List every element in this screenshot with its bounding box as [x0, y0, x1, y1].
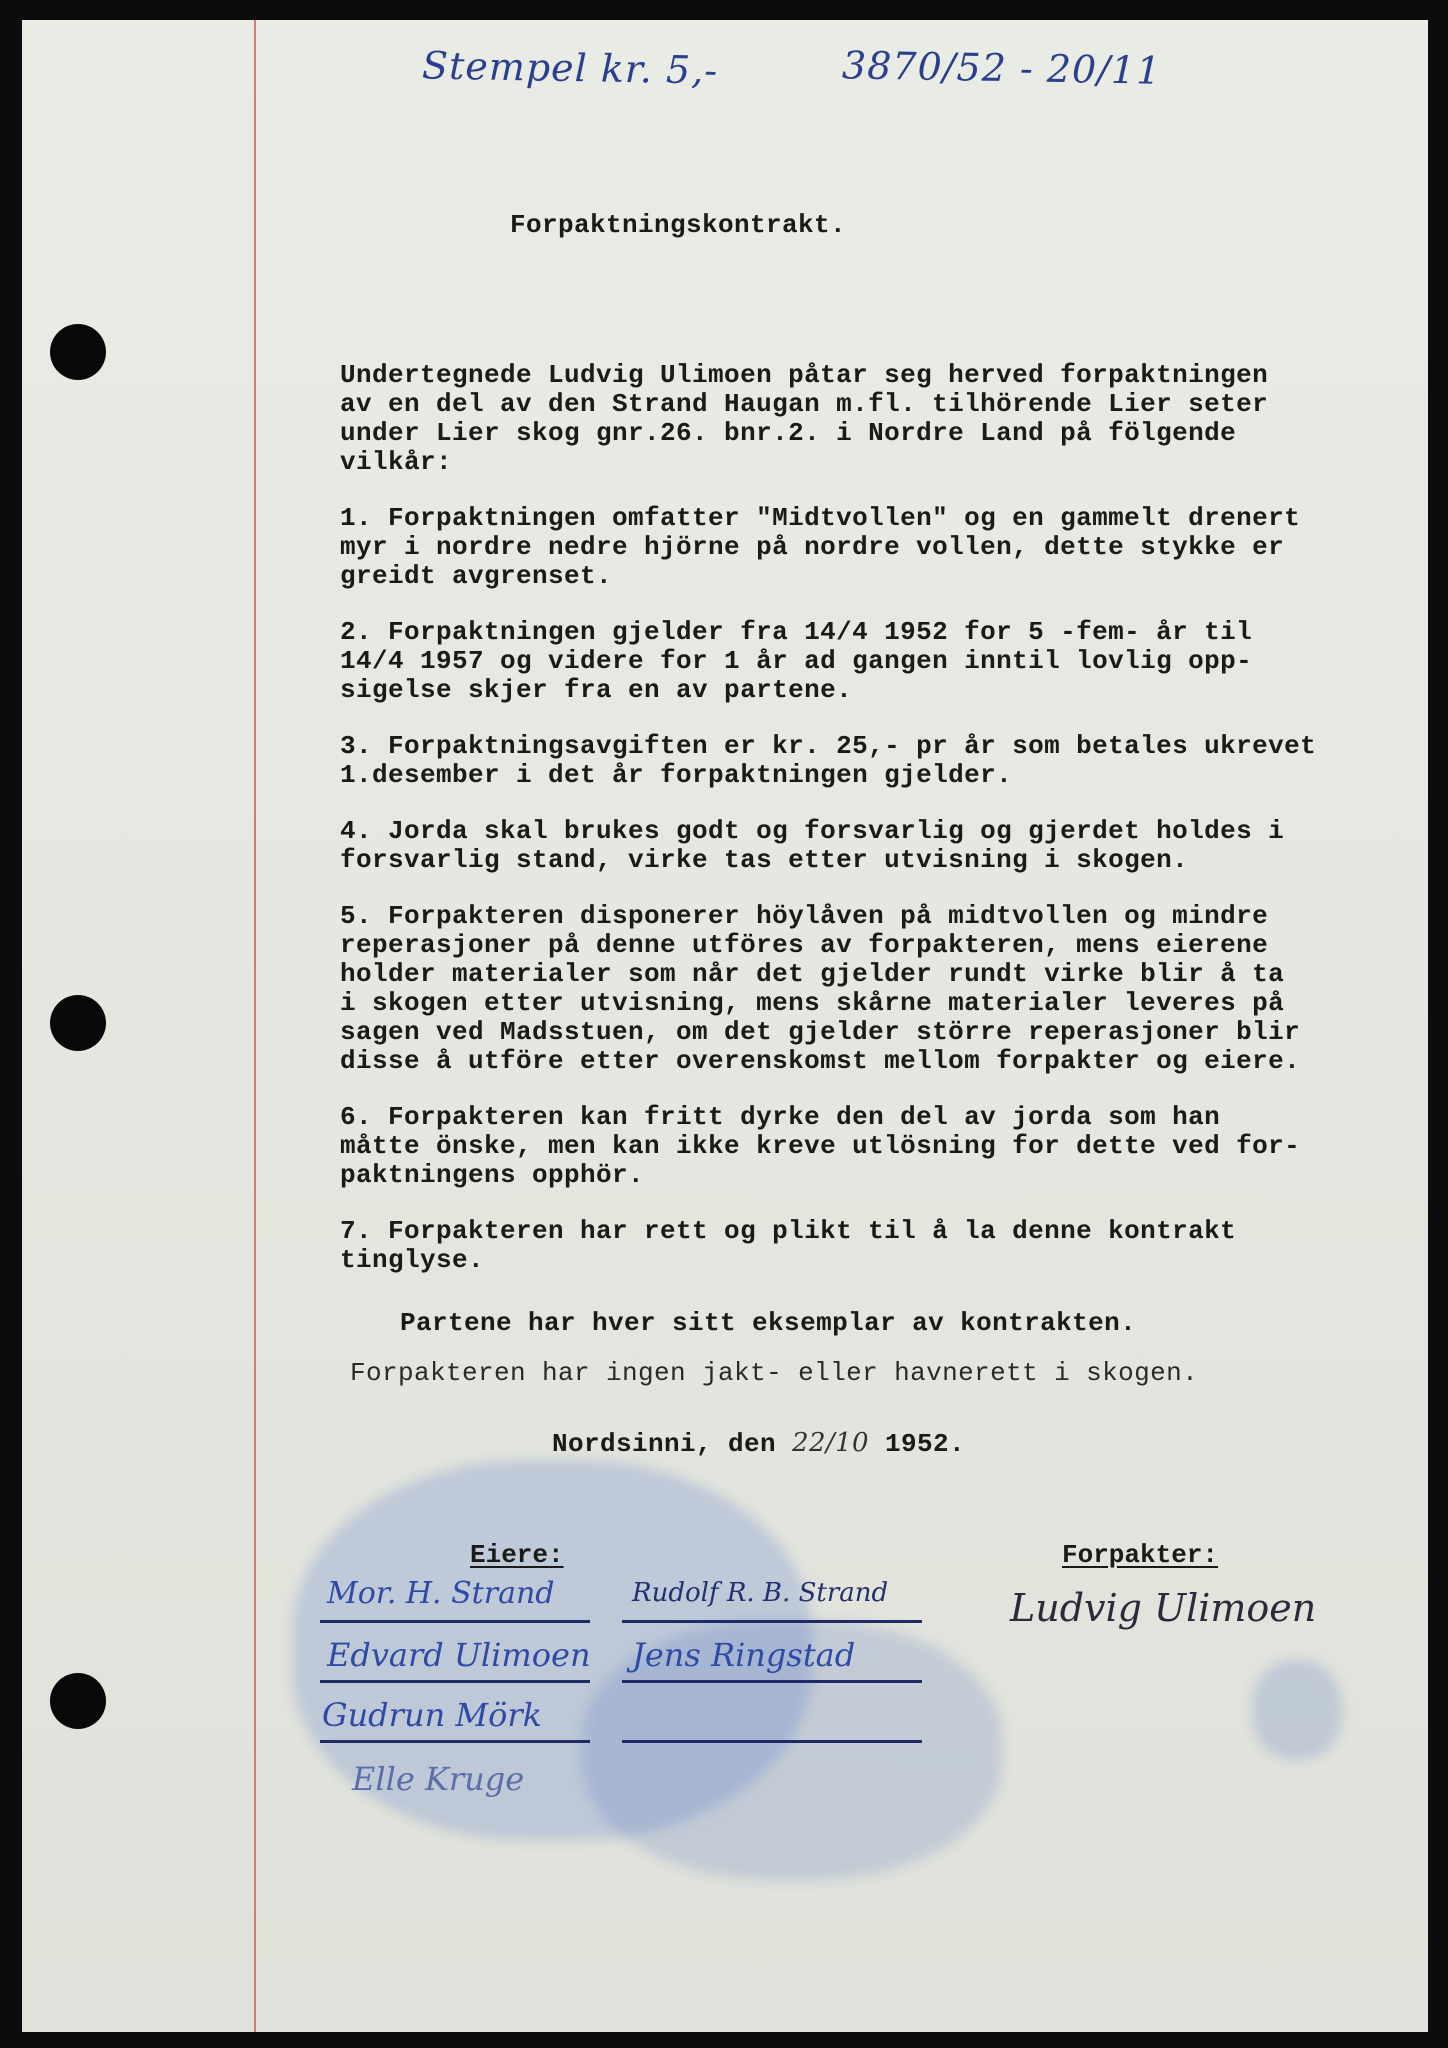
clause-1-line: myr i nordre nedre hjörne på nordre vollen, dette stykke er	[340, 532, 1285, 562]
signature-line	[320, 1680, 590, 1683]
owner-signature: Mor. H. Strand	[327, 1576, 555, 1611]
clause-6-line: måtte önske, men kan ikke kreve utlösning for dette ved for-	[340, 1131, 1301, 1161]
tenant-signature: Ludvig Ulimoen	[1010, 1586, 1317, 1630]
intro-line: Undertegnede Ludvig Ulimoen påtar seg herved forpaktningen	[340, 360, 1269, 390]
clause-6-line: paktningens opphör.	[340, 1160, 645, 1190]
clause-1-line: greidt avgrenset.	[340, 561, 613, 591]
signature-line	[622, 1680, 922, 1683]
clause-5-line: sagen ved Madsstuen, om det gjelder större reperasjoner blir	[340, 1017, 1301, 1047]
clause-4-line: 4. Jorda skal brukes godt og forsvarlig og gjerdet holdes i	[340, 816, 1285, 846]
clause-7-line: tinglyse.	[340, 1245, 485, 1275]
intro-line: av en del av den Strand Haugan m.fl. tilhörende Lier seter	[340, 389, 1269, 419]
clause-3-line: 3. Forpaktningsavgiften er kr. 25,- pr år som betales ukrevet	[340, 731, 1317, 761]
clause-2-line: sigelse skjer fra en av partene.	[340, 675, 853, 705]
ink-smudge	[1252, 1660, 1342, 1760]
document-page	[22, 20, 1428, 2032]
punch-hole	[50, 324, 106, 380]
clause-4-line: forsvarlig stand, virke tas etter utvisning i skogen.	[340, 845, 1189, 875]
clause-3-line: 1.desember i det år forpaktningen gjelder.	[340, 760, 1013, 790]
document-title: Forpaktningskontrakt.	[510, 210, 847, 240]
place-and-date	[552, 1428, 965, 1459]
tenant-label: Forpakter:	[1062, 1540, 1219, 1570]
owner-signature: Edvard Ulimoen	[327, 1636, 591, 1674]
handwritten-day: 22/10	[792, 1428, 869, 1458]
clause-6-line: 6. Forpakteren kan fritt dyrke den del av jorda som han	[340, 1102, 1221, 1132]
closing-statement: Partene har hver sitt eksemplar av kontrakten.	[400, 1308, 1137, 1338]
clause-5-line: reperasjoner på denne utföres av forpakteren, mens eierene	[340, 930, 1269, 960]
clause-1-line: 1. Forpaktningen omfatter "Midtvollen" og en gammelt drenert	[340, 503, 1301, 533]
intro-line: vilkår:	[340, 447, 453, 477]
signature-line	[320, 1620, 590, 1623]
handwritten-stamp-fee: Stempel kr. 5,-	[421, 43, 719, 93]
signature-line	[622, 1740, 922, 1743]
clause-7-line: 7. Forpakteren har rett og plikt til å la denne kontrakt	[340, 1216, 1237, 1246]
margin-rule	[254, 20, 256, 2032]
intro-line: under Lier skog gnr.26. bnr.2. i Nordre Land på fölgende	[340, 418, 1237, 448]
addendum-line: Forpakteren har ingen jakt- eller havnerett i skogen.	[350, 1358, 1199, 1388]
clause-2-line: 14/4 1957 og videre for 1 år ad gangen inntil lovlig opp-	[340, 646, 1253, 676]
clause-5-line: disse å utföre etter overenskomst mellom forpakter og eiere.	[340, 1046, 1301, 1076]
signature-line	[320, 1740, 590, 1743]
owner-signature: Jens Ringstad	[632, 1636, 856, 1674]
clause-5-line: 5. Forpakteren disponerer höylåven på midtvollen og mindre	[340, 901, 1269, 931]
owner-signature: Gudrun Mörk	[322, 1696, 543, 1734]
owner-signature: Elle Kruge	[352, 1760, 525, 1798]
owners-label: Eiere:	[470, 1540, 564, 1570]
punch-hole	[50, 1673, 106, 1729]
clause-2-line: 2. Forpaktningen gjelder fra 14/4 1952 for 5 -fem- år til	[340, 617, 1253, 647]
place-date-prefix: Nordsinni, den	[552, 1429, 793, 1459]
handwritten-reference-number: 3870/52 - 20/11	[841, 43, 1162, 93]
punch-hole	[50, 995, 106, 1051]
place-date-year: 1952.	[868, 1429, 965, 1459]
signature-line	[622, 1620, 922, 1623]
owner-signature: Rudolf R. B. Strand	[632, 1578, 889, 1608]
clause-5-line: holder materialer som når det gjelder rundt virke blir å ta	[340, 959, 1285, 989]
clause-5-line: i skogen etter utvisning, mens skårne materialer leveres på	[340, 988, 1285, 1018]
